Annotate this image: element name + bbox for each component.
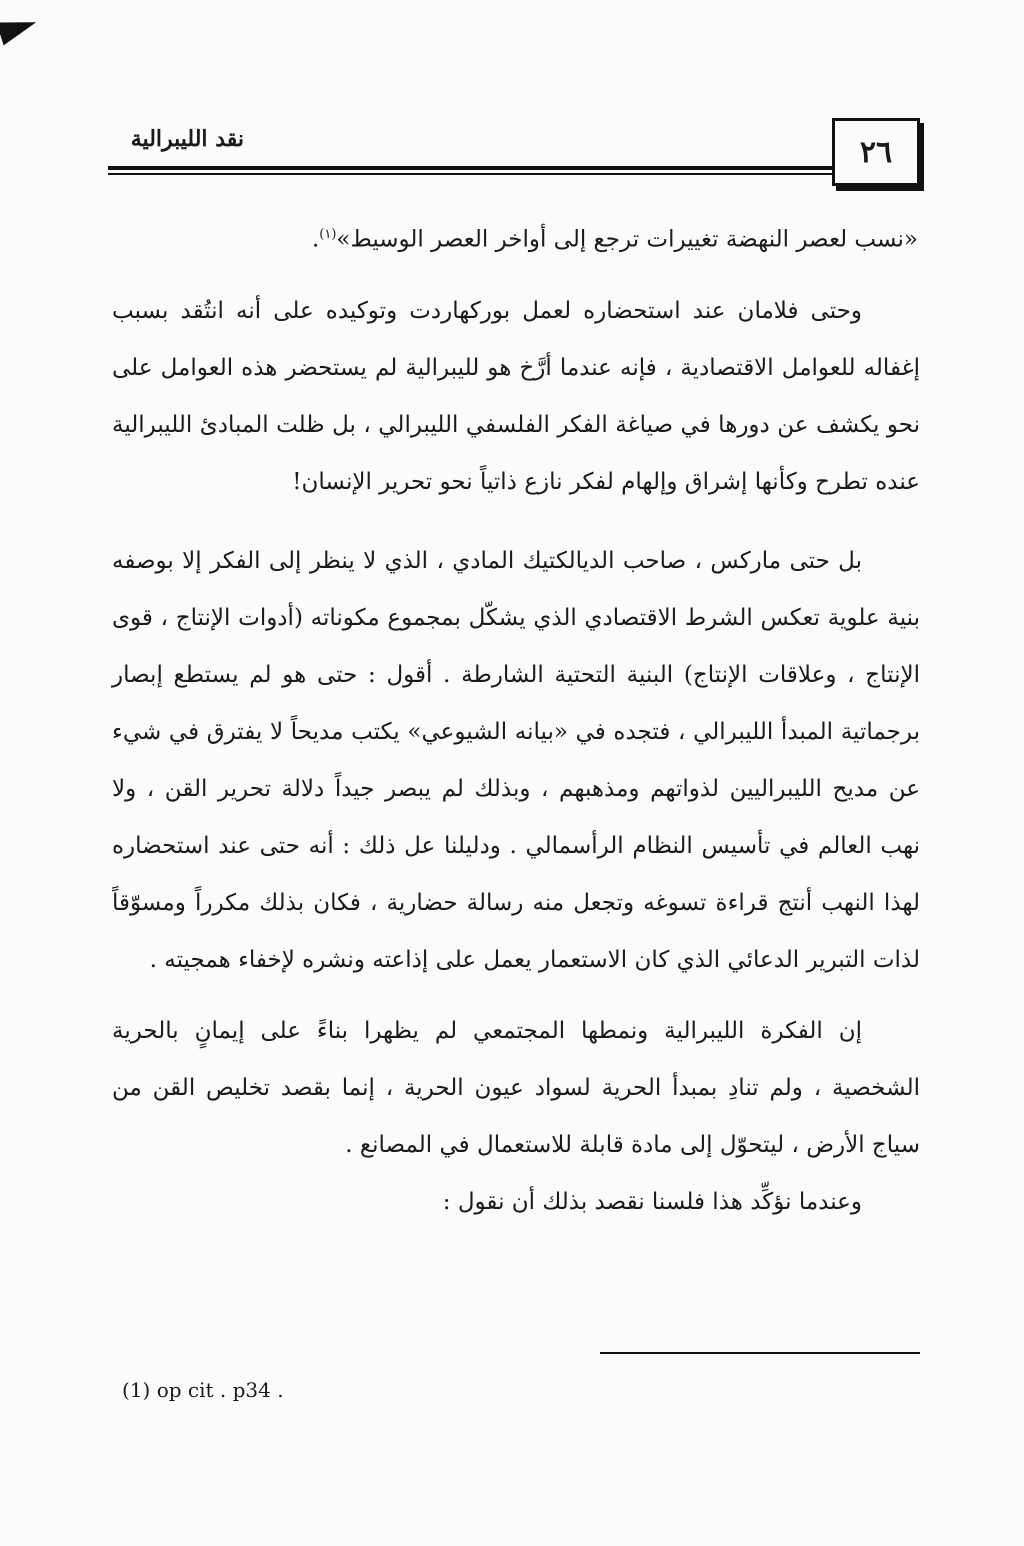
header-rule-thick <box>108 166 836 170</box>
body-text <box>112 206 920 1231</box>
header-rule-thin <box>108 173 836 175</box>
footnote-separator <box>600 1352 920 1354</box>
paragraph: إن الفكرة الليبرالية ونمطها المجتمعي لم يظهرا بناءً على إيمانٍ بالحرية الشخصية ، ولم تنادِ بمبدأ الحرية لسواد عيون الحرية ، إنما بقصد تخليص القن من سياج الأرض ، ليتحوّل إلى مادة قابلة للاستعمال في المصانع . <box>112 1017 920 1158</box>
paragraph: بل حتى ماركس ، صاحب الديالكتيك المادي ، الذي لا ينظر إلى الفكر إلا بوصفه بنية علوية تعكس الشرط الاقتصادي الذي يشكّل بمجموع مكوناته (أدوات الإنتاج ، قوى الإنتاج ، وعلاقات الإنتاج) البنية التحتية الشارطة . أقول : حتى هو لم يستطع إبصار برجماتية المبدأ الليبرالي ، فتجده في «بيانه الشيوعي» يكتب مديحاً لا يفترق في شيء عن مديح الليبراليين لذواتهم ومذهبهم ، وبذلك لم يبصر جيداً دلالة تحرير القن ، ولا نهب العالم في تأسيس النظام الرأسمالي . ودليلنا عل ذلك : أنه حتى عند استحضاره لهذا النهب أنتج قراءة تسوغه وتجعل منه رسالة حضارية ، فكان بذلك مكرراً ومسوّقاً لذات التبرير الدعائي الذي كان الاستعمار يعمل على إذاعته ونشره لإخفاء همجيته . <box>112 547 920 973</box>
quote-text: «نسب لعصر النهضة تغييرات ترجع إلى أواخر العصر الوسيط» <box>336 226 918 253</box>
page-number <box>832 118 920 186</box>
page-number-text: ٢٦ <box>859 134 893 170</box>
paragraph: وحتى فلامان عند استحضاره لعمل بوركهاردت وتوكيده على أنه انتُقد بسبب إغفاله للعوامل الاقتصادية ، فإنه عندما أرَّخ هو لليبرالية لم يستحضر هذه العوامل على نحو يكشف عن دورها في صياغة الفكر الفلسفي الليبرالي ، بل ظلت المبادئ الليبرالية عنده تطرح وكأنها إشراق وإلهام لفكر نازع ذاتياً نحو تحرير الإنسان! <box>112 297 920 495</box>
page-header <box>108 118 920 188</box>
running-title: نقد الليبرالية <box>130 126 244 152</box>
footnote-reference: (١) <box>319 227 337 242</box>
paragraph: وعندما نؤكِّد هذا فلسنا نقصد بذلك أن نقول : <box>442 1188 862 1215</box>
paragraph-quote <box>112 206 920 269</box>
footnote: (1) op cit . p34 . <box>122 1378 284 1402</box>
page-corner-mark <box>0 11 40 46</box>
quote-tail: . <box>311 226 320 253</box>
